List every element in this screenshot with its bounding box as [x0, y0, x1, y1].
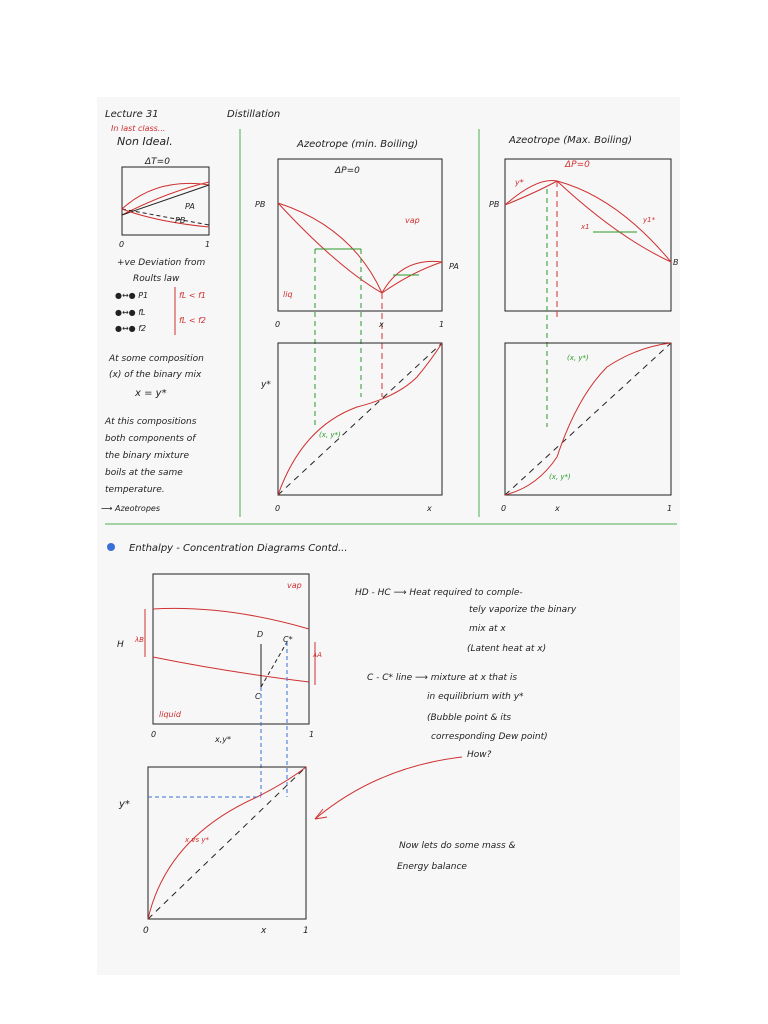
- bullet-icon: [107, 543, 115, 551]
- max-boiling-diagram: [489, 135, 679, 513]
- legend-markers-1: ●↔● P1: [115, 291, 149, 300]
- curve-pa-label: PA: [185, 202, 195, 211]
- note2-line-1: At this compositions: [105, 417, 197, 427]
- deviation-line-2: Roults law: [133, 274, 180, 284]
- note-end-line-1: Now lets do some mass &: [399, 841, 516, 851]
- xy-y-star: y*: [119, 799, 130, 810]
- legend-markers-3: ●↔● f2: [115, 324, 147, 333]
- point-d-label: D: [257, 630, 264, 639]
- note2-line-4: boils at the same: [105, 468, 183, 478]
- min-boiling-title: Azeotrope (min. Boiling): [297, 139, 419, 150]
- min-pair-label: (x, y*): [319, 431, 341, 439]
- lecture-title: Lecture 31: [105, 109, 159, 120]
- min-liq-label: liq: [283, 290, 293, 299]
- note1-line-2: (x) of the binary mix: [109, 370, 202, 380]
- max-pb-label: PB: [489, 200, 500, 209]
- axis-one: 1: [205, 240, 211, 249]
- enthalpy-axis-label: x,y*: [215, 735, 232, 744]
- min-boiling-diagram: [255, 139, 459, 513]
- notes-page: [97, 97, 680, 975]
- min-x-top: x: [379, 320, 384, 329]
- min-one-top: 1: [439, 320, 445, 329]
- min-zero-top: 0: [275, 320, 281, 329]
- raoult-deviation-diagram: [119, 157, 210, 249]
- deviation-line-1: +ve Deviation from: [117, 258, 206, 268]
- enthalpy-one: 1: [309, 730, 315, 739]
- max-y1-label: y1*: [643, 216, 656, 224]
- lambda-b-label: λB: [135, 636, 144, 644]
- non-ideal-label: Non Ideal.: [117, 135, 173, 148]
- point-cstar-label: C*: [283, 635, 293, 644]
- max-boiling-title: Azeotrope (Max. Boiling): [509, 135, 633, 146]
- legend-markers-2: ●↔● fL: [115, 308, 146, 317]
- min-y-star: y*: [261, 380, 271, 390]
- note-cc-line-4: corresponding Dew point): [431, 732, 548, 742]
- note-hd-line-1: HD - HC ⟶ Heat required to comple-: [355, 588, 523, 598]
- point-c-label: C: [255, 692, 261, 701]
- xy-x-label: x: [261, 926, 267, 936]
- xy-one: 1: [303, 926, 309, 936]
- lambda-a-label: λA: [313, 651, 322, 659]
- enthalpy-diagram: [117, 574, 322, 797]
- enthalpy-vap-label: vap: [287, 581, 302, 590]
- azeotrope-arrow-note: ⟶ Azeotropes: [101, 504, 160, 513]
- curve-pb-label: PB: [175, 216, 186, 225]
- note1-line-1: At some composition: [109, 354, 204, 364]
- note-hd-line-2: tely vaporize the binary: [469, 605, 577, 615]
- axis-zero: 0: [119, 240, 125, 249]
- note-cc-line-1: C - C* line ⟶ mixture at x that is: [367, 673, 518, 683]
- max-delta-p: ΔP=0: [565, 160, 590, 170]
- max-point-b: B: [673, 258, 679, 267]
- xy-equilibrium-diagram: [118, 767, 309, 936]
- note-cc-line-2: in equilibrium with y*: [427, 692, 524, 702]
- enthalpy-liquid-label: liquid: [159, 710, 181, 719]
- note-hd-line-4: (Latent heat at x): [467, 644, 547, 654]
- fugacity-legend: [115, 287, 206, 335]
- min-zero-bottom: 0: [275, 504, 281, 513]
- min-delta-p: ΔP=0: [335, 166, 360, 176]
- min-vap-label: vap: [405, 216, 420, 225]
- delta-t-label: ΔT=0: [145, 157, 170, 167]
- max-zero-bottom: 0: [501, 504, 507, 513]
- max-one-bottom: 1: [667, 504, 673, 513]
- min-pb-label: PB: [255, 200, 266, 209]
- note-end-line-2: Energy balance: [397, 862, 467, 872]
- note-cc-line-3: (Bubble point & its: [427, 713, 512, 723]
- note-hd-line-3: mix at x: [469, 624, 506, 634]
- subject-title: Distillation: [227, 109, 281, 120]
- note2-line-2: both components of: [105, 434, 196, 444]
- note1-line-3: x = y*: [135, 388, 167, 399]
- legend-relation-1: fL < f1: [179, 291, 206, 300]
- max-pair-bottom: (x, y*): [549, 473, 571, 481]
- min-x-bottom: x: [427, 504, 432, 513]
- max-y-star-top: y*: [515, 178, 524, 187]
- xy-zero: 0: [143, 926, 149, 936]
- max-x-bottom: x: [555, 504, 560, 513]
- note2-line-3: the binary mixture: [105, 451, 190, 461]
- enthalpy-zero: 0: [151, 730, 157, 739]
- xy-curve-label: x vs y*: [185, 836, 210, 844]
- h-axis-label: H: [117, 640, 124, 650]
- note-cc-line-5: How?: [467, 750, 492, 760]
- max-x1-label: x1: [581, 223, 590, 231]
- legend-relation-2: fL < f2: [179, 316, 206, 325]
- section2-heading: Enthalpy - Concentration Diagrams Contd...: [129, 543, 348, 554]
- note2-line-5: temperature.: [105, 485, 165, 495]
- handwritten-notes: [97, 97, 680, 975]
- min-pa-label: PA: [449, 262, 459, 271]
- last-class-note: In last class...: [111, 124, 166, 133]
- max-pair-top: (x, y*): [567, 354, 589, 362]
